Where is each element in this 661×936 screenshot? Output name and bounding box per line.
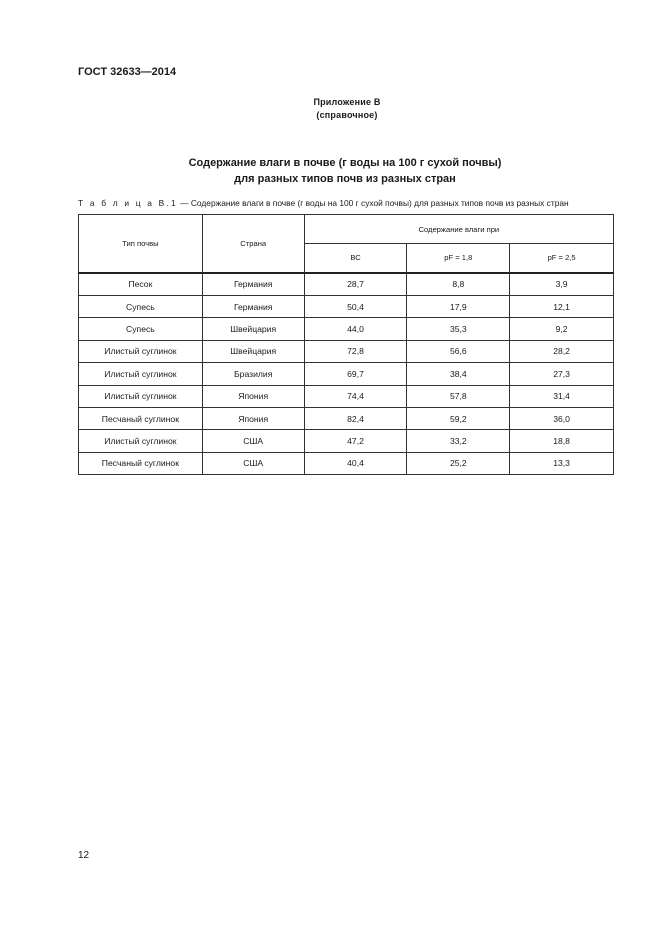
cell-pf25: 18,8 — [510, 430, 614, 452]
cell-bc: 44,0 — [304, 318, 407, 340]
cell-soil: Илистый суглинок — [79, 340, 203, 362]
table-row — [79, 296, 614, 318]
cell-soil: Супесь — [79, 318, 203, 340]
cell-pf25: 13,3 — [510, 452, 614, 474]
cell-pf18: 17,9 — [407, 296, 510, 318]
cell-soil: Песок — [79, 273, 203, 296]
cell-pf25: 36,0 — [510, 407, 614, 429]
table-caption-label: Т а б л и ц а В.1 — [78, 198, 178, 208]
table-row — [79, 363, 614, 385]
table-row — [79, 340, 614, 362]
header-country: Страна — [202, 215, 304, 273]
header-bc: ВС — [304, 244, 407, 273]
appendix-label: Приложение В — [313, 97, 381, 107]
cell-pf25: 28,2 — [510, 340, 614, 362]
cell-pf18: 56,6 — [407, 340, 510, 362]
cell-pf25: 27,3 — [510, 363, 614, 385]
cell-country: Япония — [202, 385, 304, 407]
header-pf18: pF = 1,8 — [407, 244, 510, 273]
cell-pf25: 9,2 — [510, 318, 614, 340]
cell-bc: 50,4 — [304, 296, 407, 318]
cell-pf18: 8,8 — [407, 273, 510, 296]
cell-pf18: 57,8 — [407, 385, 510, 407]
cell-pf25: 3,9 — [510, 273, 614, 296]
table-row — [79, 318, 614, 340]
cell-pf18: 25,2 — [407, 452, 510, 474]
cell-soil: Песчаный суглинок — [79, 407, 203, 429]
cell-soil: Супесь — [79, 296, 203, 318]
cell-bc: 74,4 — [304, 385, 407, 407]
cell-pf18: 35,3 — [407, 318, 510, 340]
cell-soil: Илистый суглинок — [79, 430, 203, 452]
table-row — [79, 385, 614, 407]
cell-bc: 72,8 — [304, 340, 407, 362]
cell-country: Япония — [202, 407, 304, 429]
table-caption — [78, 198, 569, 208]
cell-country: США — [202, 452, 304, 474]
appendix-type: (справочное) — [316, 110, 378, 120]
cell-bc: 47,2 — [304, 430, 407, 452]
table-row — [79, 452, 614, 474]
section-title-line-1: Содержание влаги в почве (г воды на 100 г сухой почвы) — [188, 157, 502, 169]
table-row — [79, 273, 614, 296]
table-caption-text: — Содержание влаги в почве (г воды на 100 г сухой почвы) для разных типов почв из разных стран — [177, 198, 569, 208]
cell-country: Германия — [202, 296, 304, 318]
cell-pf25: 31,4 — [510, 385, 614, 407]
cell-country: Германия — [202, 273, 304, 296]
section-title — [0, 155, 661, 187]
cell-bc: 69,7 — [304, 363, 407, 385]
table-row — [79, 407, 614, 429]
cell-pf25: 12,1 — [510, 296, 614, 318]
cell-country: Бразилия — [202, 363, 304, 385]
header-pf25: pF = 2,5 — [510, 244, 614, 273]
cell-country: Швейцария — [202, 318, 304, 340]
cell-soil: Илистый суглинок — [79, 385, 203, 407]
appendix-heading — [0, 96, 661, 122]
cell-bc: 82,4 — [304, 407, 407, 429]
cell-bc: 40,4 — [304, 452, 407, 474]
cell-pf18: 38,4 — [407, 363, 510, 385]
cell-pf18: 59,2 — [407, 407, 510, 429]
cell-bc: 28,7 — [304, 273, 407, 296]
page-number: 12 — [78, 850, 90, 861]
document-standard-code: ГОСТ 32633—2014 — [78, 66, 177, 78]
header-soil-type: Тип почвы — [79, 215, 203, 273]
soil-moisture-table — [78, 214, 614, 475]
cell-soil: Песчаный суглинок — [79, 452, 203, 474]
section-title-line-2: для разных типов почв из разных стран — [234, 173, 456, 185]
header-moisture-group: Содержание влаги при — [304, 215, 613, 244]
cell-country: Швейцария — [202, 340, 304, 362]
table-row — [79, 430, 614, 452]
cell-country: США — [202, 430, 304, 452]
cell-soil: Илистый суглинок — [79, 363, 203, 385]
cell-pf18: 33,2 — [407, 430, 510, 452]
